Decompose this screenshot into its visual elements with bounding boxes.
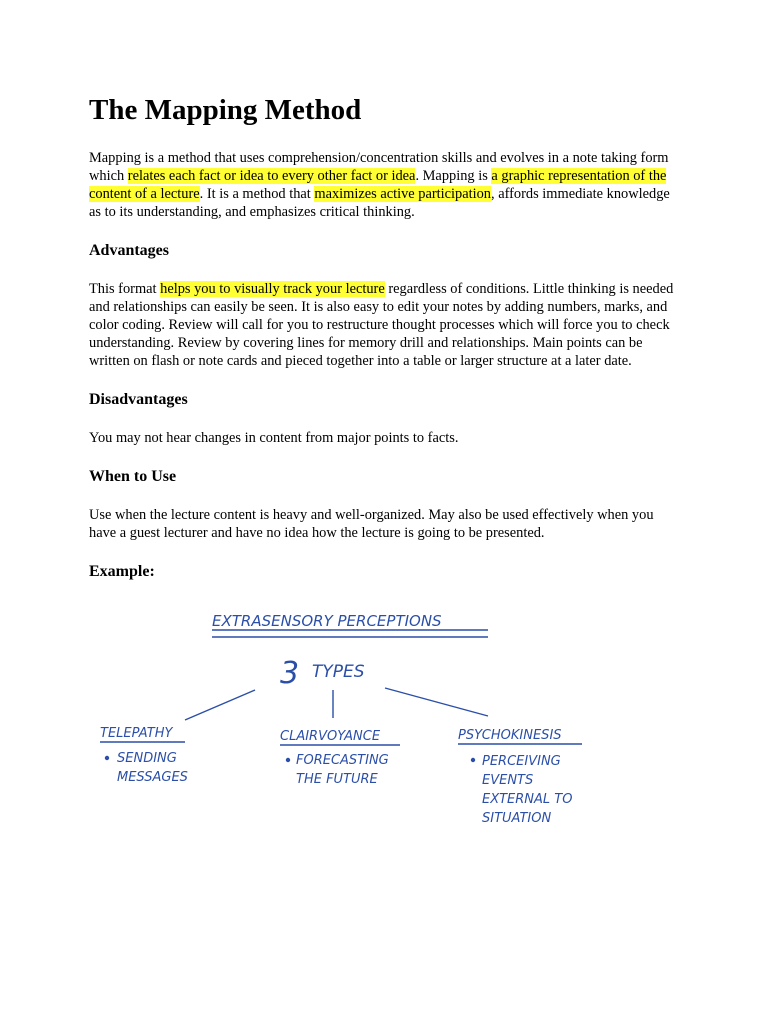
branch-line-clairvoyance-2: THE FUTURE	[296, 772, 378, 787]
advantages-paragraph	[89, 280, 679, 370]
branch-line-psychokinesis-1: PERCEIVING	[482, 754, 561, 769]
disadvantages-paragraph: You may not hear changes in content from major points to facts.	[89, 430, 459, 446]
intro-highlight-2: a graphic representation of the content of a lecture	[89, 168, 667, 202]
branch-line-telepathy-2: MESSAGES	[117, 770, 188, 785]
advantages-heading: Advantages	[89, 242, 170, 259]
intro-text-3: . It is a method that	[199, 186, 315, 202]
branch-line-telepathy-1: SENDING	[117, 751, 177, 766]
branch-line-left	[185, 690, 255, 720]
bullet-telepathy	[105, 756, 109, 760]
advantages-highlight: helps you to visually track your lecture	[160, 281, 385, 297]
branch-line-right	[385, 688, 488, 716]
when-to-use-heading: When to Use	[89, 468, 177, 485]
branch-title-telepathy: TELEPATHY	[100, 726, 173, 741]
intro-text-2: . Mapping is	[415, 168, 492, 184]
branch-title-psychokinesis: PSYCHOKINESIS	[458, 728, 562, 743]
intro-highlight-3: maximizes active participation	[314, 186, 492, 202]
page-title: The Mapping Method	[89, 94, 362, 126]
example-heading: Example:	[89, 563, 155, 580]
bullet-psychokinesis	[471, 758, 475, 762]
intro-text-4: , affords immediate knowledge as to its understanding, and emphasizes critical thinking.	[89, 186, 670, 220]
disadvantages-heading: Disadvantages	[89, 391, 188, 408]
intro-highlight-1: relates each fact or idea to every other fact or idea	[127, 168, 416, 184]
when-to-use-paragraph: Use when the lecture content is heavy and well-organized. May also be used effectively when you have a guest lecturer and have no idea how the lecture is going to be presented.	[89, 507, 654, 541]
intro-text-1: Mapping is a method that uses comprehension/concentration skills and evolves in a note taking form which	[89, 150, 669, 184]
branch-line-clairvoyance-1: FORECASTING	[296, 753, 389, 768]
branch-line-psychokinesis-4: SITUATION	[482, 811, 552, 826]
branch-line-psychokinesis-2: EVENTS	[482, 773, 534, 788]
map-title: EXTRASENSORY PERCEPTIONS	[212, 612, 442, 630]
map-center-number: 3	[280, 656, 300, 691]
bullet-clairvoyance	[286, 758, 290, 762]
branch-title-clairvoyance: CLAIRVOYANCE	[280, 729, 381, 744]
document-page	[89, 92, 679, 601]
intro-paragraph	[89, 149, 679, 221]
map-center-label: TYPES	[312, 662, 365, 682]
advantages-text-2: regardless of conditions. Little thinking is needed and relationships can easily be seen. It is also easy to edit your notes by adding numbers, marks, and color coding. Review will call for you to restructure thought processes which will force you to check understanding. Review by covering lines for memory drill and relationships. Main points can be written on flash or note cards and pieced together into a table or larger structure at a later date.	[89, 281, 674, 369]
branch-line-psychokinesis-3: EXTERNAL TO	[482, 792, 573, 807]
advantages-text-1: This format	[89, 281, 161, 297]
